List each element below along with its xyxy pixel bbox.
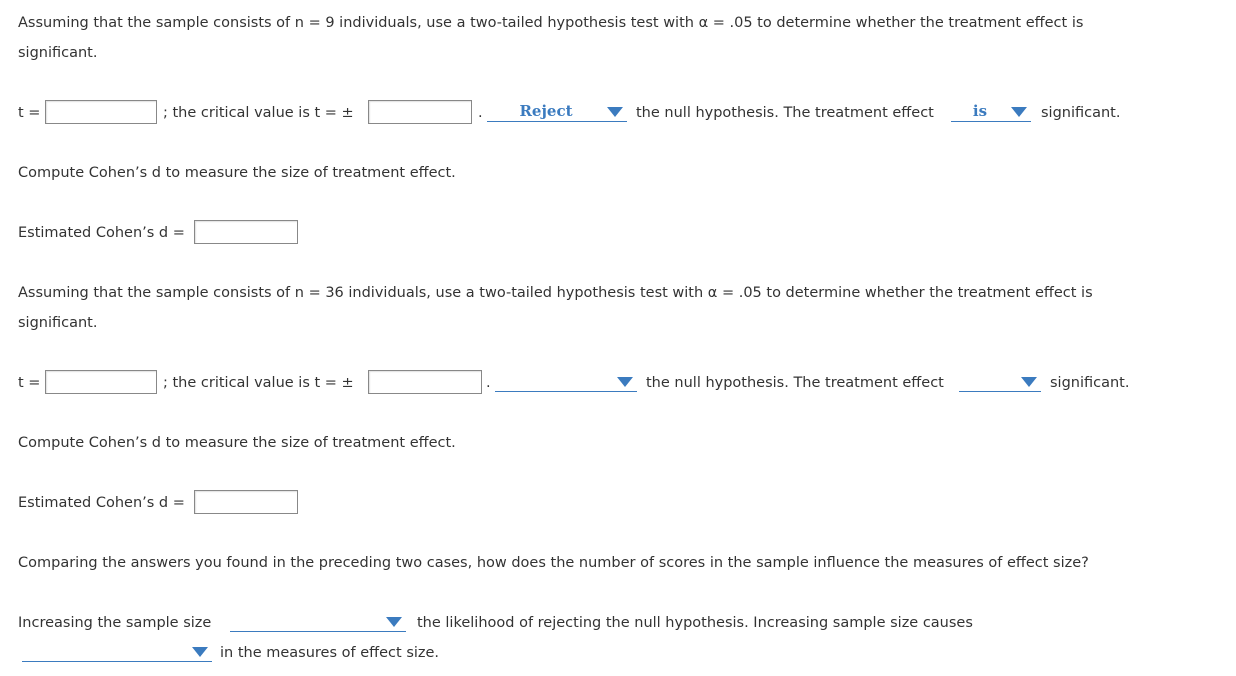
- cohen-label-2: Estimated Cohen’s d =: [18, 495, 185, 511]
- effect-dropdown-2[interactable]: [959, 372, 1041, 392]
- question-1-prompt-line1: Assuming that the sample consists of n = 9 individuals, use a two-tailed hypothesis test with α = .05 to determine whether the treatment effect is: [18, 15, 1084, 31]
- decision-dropdown-1[interactable]: [487, 102, 627, 122]
- question-2-prompt-line1: Assuming that the sample consists of n = 36 individuals, use a two-tailed hypothesis test with α = .05 to determine whether the treatment effect is: [18, 285, 1093, 301]
- significant-text-2: significant.: [1050, 375, 1130, 391]
- comparison-question: Comparing the answers you found in the preceding two cases, how does the number of scores in the sample influence the measures of effect size?: [18, 555, 1089, 571]
- measures-text: in the measures of effect size.: [220, 645, 440, 661]
- likelihood-dropdown[interactable]: [230, 612, 406, 632]
- chevron-down-icon: [1011, 107, 1027, 117]
- chevron-down-icon: [386, 617, 402, 627]
- t-label-2: t =: [18, 375, 41, 391]
- cohen-prompt-2: Compute Cohen’s d to measure the size of treatment effect.: [18, 435, 456, 451]
- likelihood-text: the likelihood of rejecting the null hypothesis. Increasing sample size causes: [417, 615, 973, 631]
- effect-dropdown-1[interactable]: [951, 102, 1031, 122]
- critical-value-input-2[interactable]: [368, 370, 482, 394]
- question-1-prompt-line2: significant.: [18, 45, 98, 61]
- chevron-down-icon: [617, 377, 633, 387]
- critical-value-label-1: ; the critical value is t = ±: [163, 105, 354, 121]
- t-label-1: t =: [18, 105, 41, 121]
- cohen-d-input-2[interactable]: [194, 490, 298, 514]
- null-hypothesis-text-2: the null hypothesis. The treatment effect: [646, 375, 944, 391]
- increasing-sample-label: Increasing the sample size: [18, 615, 212, 631]
- period-1: .: [478, 105, 483, 121]
- decision-dropdown-1-value: Reject: [519, 102, 573, 120]
- critical-value-input-1[interactable]: [368, 100, 472, 124]
- question-2-prompt-line2: significant.: [18, 315, 98, 331]
- chevron-down-icon: [607, 107, 623, 117]
- significant-text-1: significant.: [1041, 105, 1121, 121]
- critical-value-label-2: ; the critical value is t = ±: [163, 375, 354, 391]
- effect-dropdown-1-value: is: [972, 102, 988, 120]
- null-hypothesis-text-1: the null hypothesis. The treatment effect: [636, 105, 934, 121]
- decision-dropdown-2[interactable]: [495, 372, 637, 392]
- chevron-down-icon: [1021, 377, 1037, 387]
- cohen-label-1: Estimated Cohen’s d =: [18, 225, 185, 241]
- t-value-input-2[interactable]: [45, 370, 157, 394]
- effect-size-change-dropdown[interactable]: [22, 642, 212, 662]
- cohen-prompt-1: Compute Cohen’s d to measure the size of treatment effect.: [18, 165, 456, 181]
- cohen-d-input-1[interactable]: [194, 220, 298, 244]
- period-2: .: [486, 375, 491, 391]
- t-value-input-1[interactable]: [45, 100, 157, 124]
- chevron-down-icon: [192, 647, 208, 657]
